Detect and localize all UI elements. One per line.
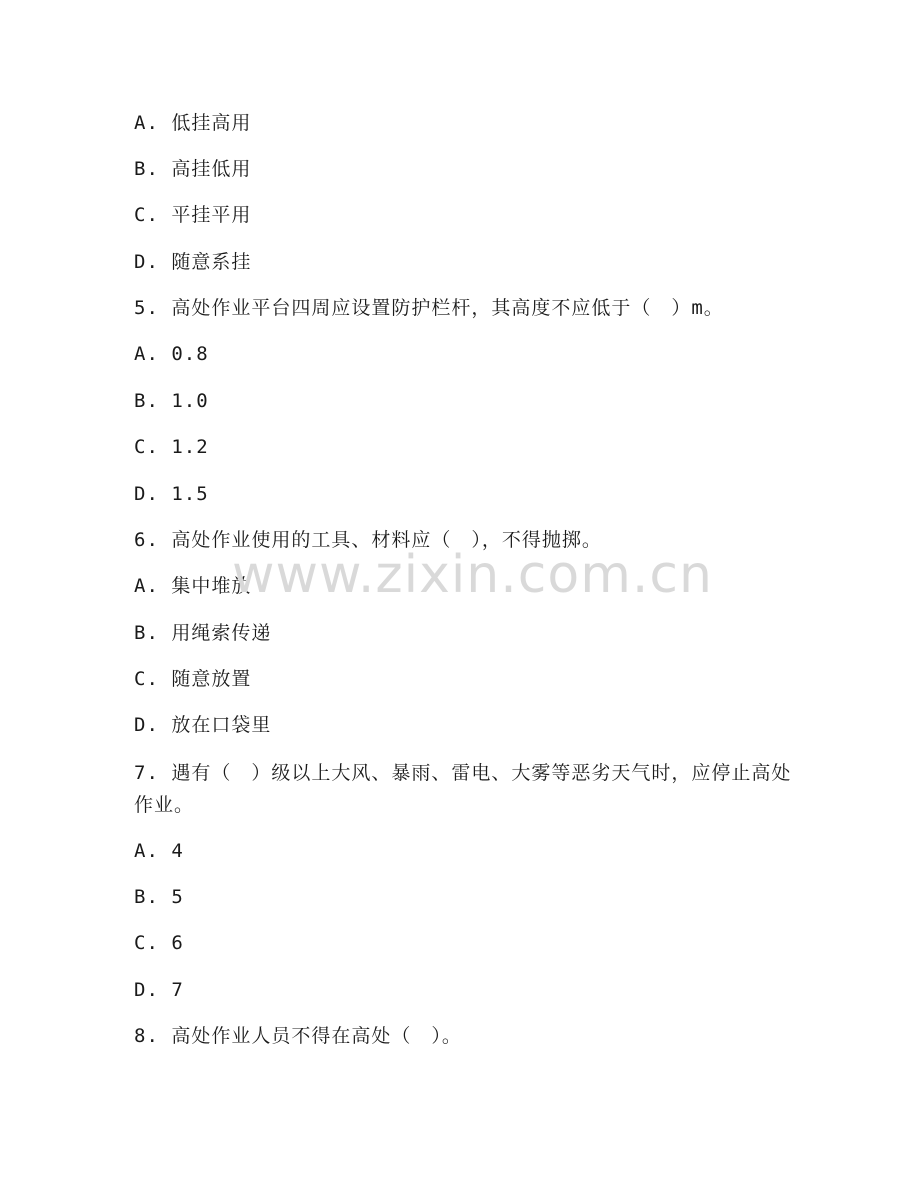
q4-option-b: B. 高挂低用: [134, 158, 252, 180]
q5-option-d: D. 1.5: [134, 483, 209, 505]
q7-option-c: C. 6: [134, 932, 184, 954]
q6-option-a: A. 集中堆放: [134, 575, 252, 597]
q7-option-d: D. 7: [134, 979, 184, 1001]
q4-option-a: A. 低挂高用: [134, 112, 252, 134]
q6-option-c: C. 随意放置: [134, 668, 252, 690]
question-8: 8. 高处作业人员不得在高处（ ）。: [134, 1025, 462, 1047]
watermark: www.zixin.com.cn: [232, 545, 713, 605]
q5-option-c: C. 1.2: [134, 436, 209, 458]
q7-option-a: A. 4: [134, 840, 184, 862]
q4-option-c: C. 平挂平用: [134, 204, 252, 226]
q4-option-d: D. 随意系挂: [134, 251, 252, 273]
q5-option-b: B. 1.0: [134, 390, 209, 412]
question-5: 5. 高处作业平台四周应设置防护栏杆，其高度不应低于（ ）m。: [134, 297, 724, 319]
q5-option-a: A. 0.8: [134, 343, 209, 365]
question-6: 6. 高处作业使用的工具、材料应（ ），不得抛掷。: [134, 529, 602, 551]
question-7: 7. 遇有（ ）级以上大风、暴雨、雷电、大雾等恶劣天气时，应停止高处作业。: [134, 762, 792, 816]
q6-option-b: B. 用绳索传递: [134, 622, 272, 644]
q7-option-b: B. 5: [134, 886, 184, 908]
q6-option-d: D. 放在口袋里: [134, 714, 272, 736]
